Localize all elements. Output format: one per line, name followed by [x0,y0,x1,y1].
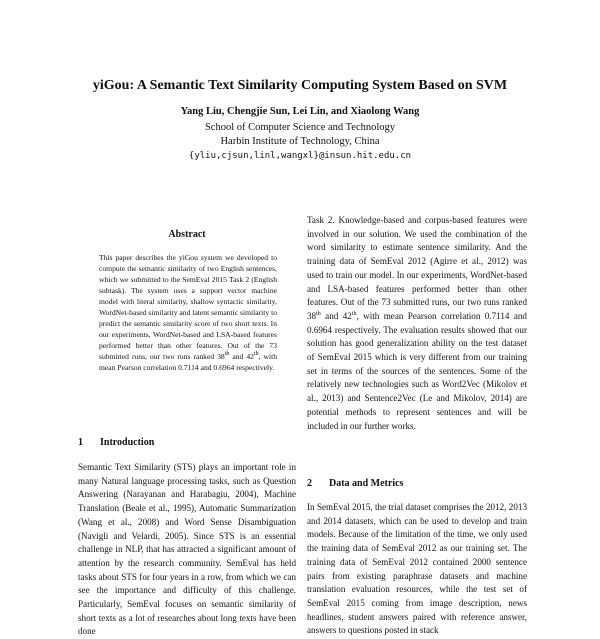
abstract-sup-2: th [253,351,259,357]
abstract-text-a: This paper describes the yiGou system we developed to compute the semantic similarity of two English sentences, which we submitted to the SemEval 2015 Task 2 (English subtask). The system uses a support vector machine model with literal similarity, shallow syntactic similarity, WordNet-based similarity and latent semantic similarity to predict the semantic similarity score of two short texts. In our experiments, WordNet-based and LSA-based features performed better than other features. Out of the 73 submitted runs, our two runs ranked 38 [99,253,277,361]
section-title: Data and Metrics [329,478,404,489]
abstract-text [99,252,277,373]
right-text-b: and 42 [320,310,352,321]
affiliation-school: School of Computer Science and Technology [204,122,396,133]
introduction-heading [78,437,154,448]
abstract-text-c: , with mean Pearson correlation 0.7114 and 0.6964 respectively. [99,352,277,372]
right-text-a: Task 2. Knowledge-based and corpus-based features were involved in our solution. We used the combination of the word similarity to estimate sentence similarity. And the training data of SemEval 2012 (Agirre et al., 2012) was used to train our model. In our experiments, WordNet-based and LSA-based features performed better than other features. Out of the 73 submitted runs, our two runs ranked 38 [307,215,527,321]
paper-title: yiGou: A Semantic Text Similarity Computing System Based on SVM [92,78,508,93]
section-title: Introduction [100,437,155,448]
section-number: 1 [78,437,83,448]
affiliation [0,121,600,149]
right-text-c: , with mean Pearson correlation 0.7114 and 0.6964 respectively. The evaluation results showed that our solution has good generalization ability on the test dataset of SemEval 2015 which is very different from our training set in terms of the sources of the sentences. Some of the relatively new technologies such as Word2Vec (Mikolov et al., 2013) and Sentence2Vec (Le and Mikolov, 2014) are potential methods to represent sentences and will be included in our further works. [307,310,527,431]
data-metrics-heading [307,478,403,489]
abstract-sup-1: th [224,351,230,357]
right-column-text [307,214,527,433]
introduction-text: Semantic Text Similarity (STS) plays an important role in many Natural language processing tasks, such as Question Answering (Narayanan and Harabagiu, 2004), Machine Translation (Beale et al., 1995), Automatic Summarization (Wang et al., 2008) and Word Sense Disambiguation (Navigli and Velardi, 2005). Since STS is an essential challenge in NLP, that has attracted a significant amount of attention by the research community. SemEval has held tasks about STS for four years in a row, from which we can see the importance and difficulty of this challenge. Particularly, SemEval focuses on semantic similarity of short texts as a lot of researches about long texts have been done [78,462,296,637]
affiliation-institute: Harbin Institute of Technology, China [220,136,380,147]
right-sup-1: th [316,310,321,317]
paper-authors: Yang Liu, Chengjie Sun, Lei Lin, and Xiaolong Wang [180,106,420,117]
section-number: 2 [307,478,312,489]
abstract-text-b: and 42 [229,352,254,361]
data-metrics-text: In SemEval 2015, the trial dataset comprises the 2012, 2013 and 2014 datasets, which can be used to develop and train models. Because of the limitation of the time, we only used the training data of SemEval 2012 as our training set. The training data of SemEval 2012 contained 2000 sentence pairs from existing paraphrase datasets and machine translation evaluation resources, while the test set of SemEval 2015 coming from image description, news headlines, student answers paired with reference answer, answers to questions posted in stack [307,502,527,636]
abstract-heading: Abstract [168,229,206,240]
author-emails: {yliu,cjsun,linl,wangxl}@insun.hit.edu.cn [188,151,412,161]
right-sup-2: th [351,310,357,317]
